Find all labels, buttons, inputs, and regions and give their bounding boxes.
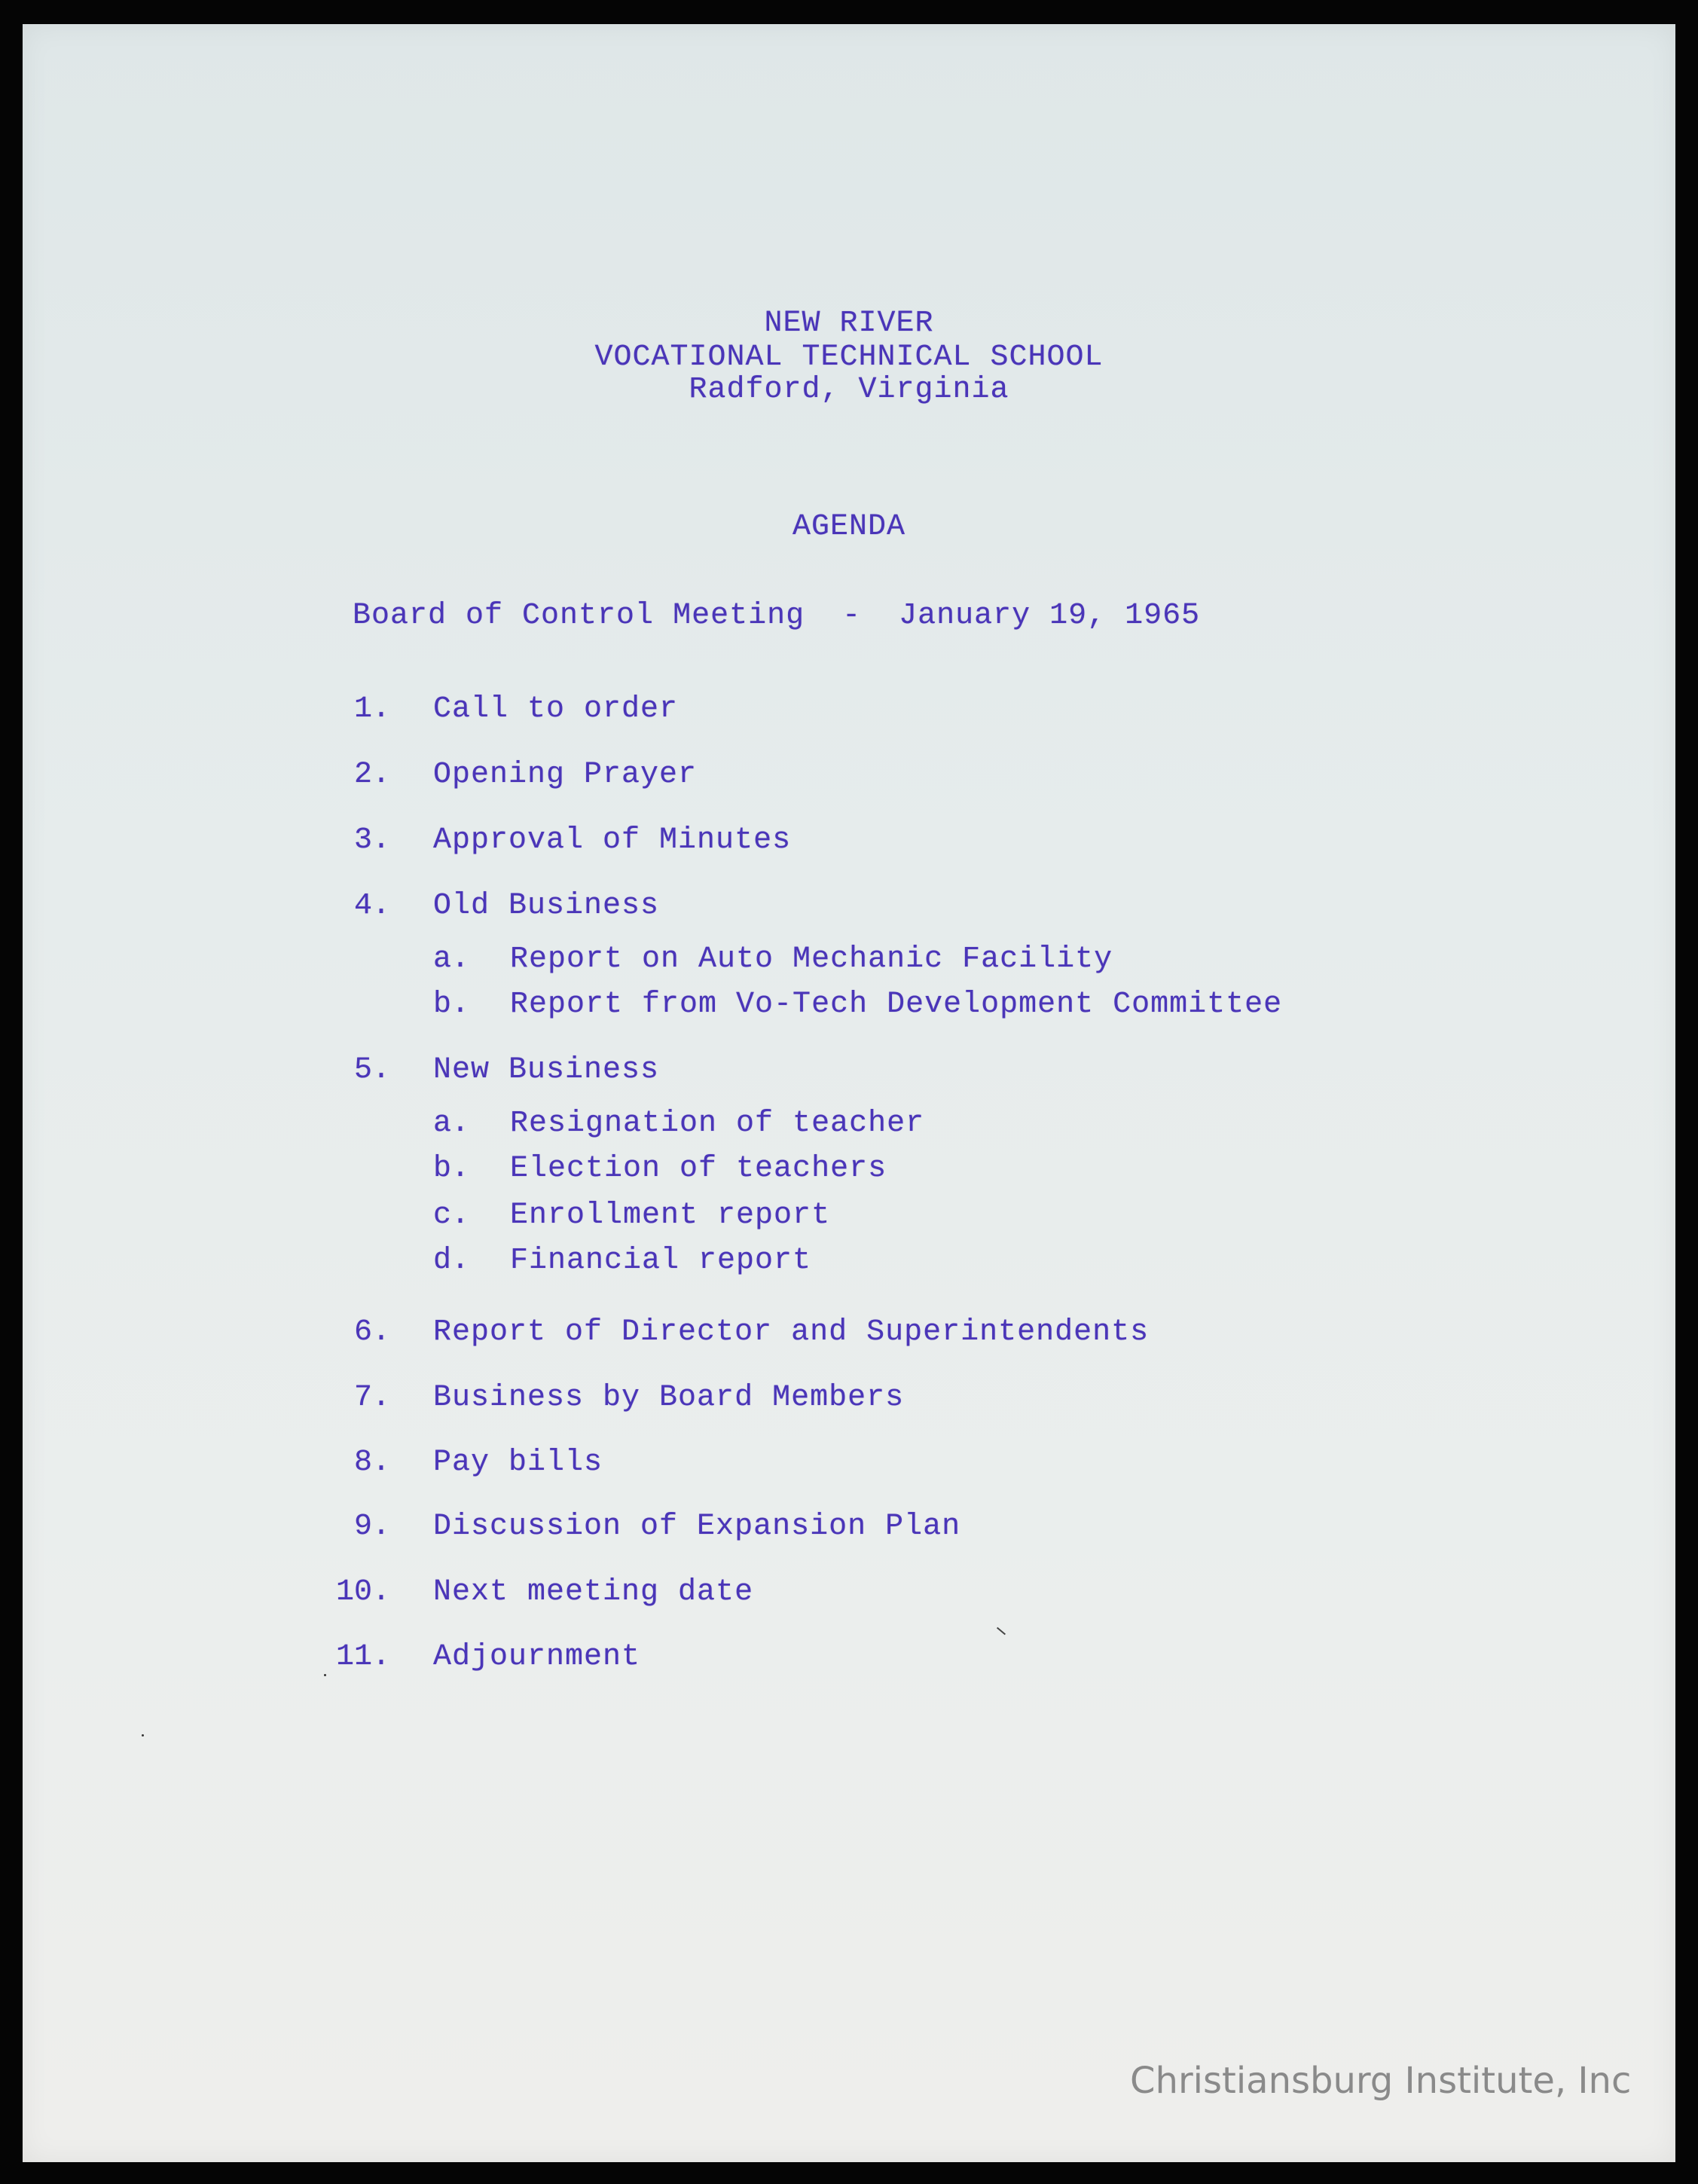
item-text: Business by Board Members bbox=[433, 1381, 905, 1415]
school-name-line2: VOCATIONAL TECHNICAL SCHOOL bbox=[594, 341, 1104, 374]
item-number: 1. bbox=[353, 692, 390, 726]
item-number: 10. bbox=[335, 1575, 390, 1609]
item-text: Call to order bbox=[433, 692, 679, 726]
subitem-letter: a. bbox=[433, 1107, 470, 1141]
meeting-title: Board of Control Meeting - January 19, 1965 bbox=[353, 599, 1201, 633]
item-text: Report of Director and Superintendents bbox=[433, 1315, 1150, 1349]
school-name-line1: NEW RIVER bbox=[764, 307, 934, 341]
item-text: New Business bbox=[433, 1053, 660, 1087]
item-number: 2. bbox=[353, 758, 390, 792]
agenda-title: AGENDA bbox=[792, 510, 906, 544]
item-number: 9. bbox=[353, 1510, 390, 1544]
subitem-text: Resignation of teacher bbox=[510, 1107, 925, 1141]
item-text: Approval of Minutes bbox=[433, 823, 792, 857]
school-location: Radford, Virginia bbox=[689, 373, 1009, 407]
item-number: 11. bbox=[335, 1640, 390, 1674]
item-number: 6. bbox=[353, 1315, 390, 1349]
item-number: 5. bbox=[353, 1053, 390, 1087]
subitem-letter: d. bbox=[433, 1244, 470, 1278]
subitem-text: Report from Vo-Tech Development Committee bbox=[510, 988, 1283, 1022]
item-text: Adjournment bbox=[433, 1640, 641, 1674]
item-number: 8. bbox=[353, 1446, 390, 1480]
item-text: Pay bills bbox=[433, 1446, 603, 1480]
subitem-letter: b. bbox=[433, 1152, 470, 1186]
subitem-text: Report on Auto Mechanic Facility bbox=[510, 942, 1113, 976]
item-text: Old Business bbox=[433, 889, 660, 923]
paper-speck bbox=[324, 1674, 326, 1676]
item-text: Discussion of Expansion Plan bbox=[433, 1510, 961, 1544]
subitem-text: Election of teachers bbox=[510, 1152, 887, 1186]
item-text: Next meeting date bbox=[433, 1575, 754, 1609]
subitem-letter: b. bbox=[433, 988, 470, 1022]
item-number: 7. bbox=[353, 1381, 390, 1415]
watermark-text: Christiansburg Institute, Inc bbox=[1130, 2060, 1632, 2102]
item-text: Opening Prayer bbox=[433, 758, 698, 792]
subitem-text: Enrollment report bbox=[510, 1199, 831, 1233]
subitem-text: Financial report bbox=[510, 1244, 812, 1278]
item-number: 4. bbox=[353, 889, 390, 923]
subitem-letter: c. bbox=[433, 1199, 470, 1233]
subitem-letter: a. bbox=[433, 942, 470, 976]
paper-speck bbox=[142, 1734, 144, 1737]
item-number: 3. bbox=[353, 823, 390, 857]
